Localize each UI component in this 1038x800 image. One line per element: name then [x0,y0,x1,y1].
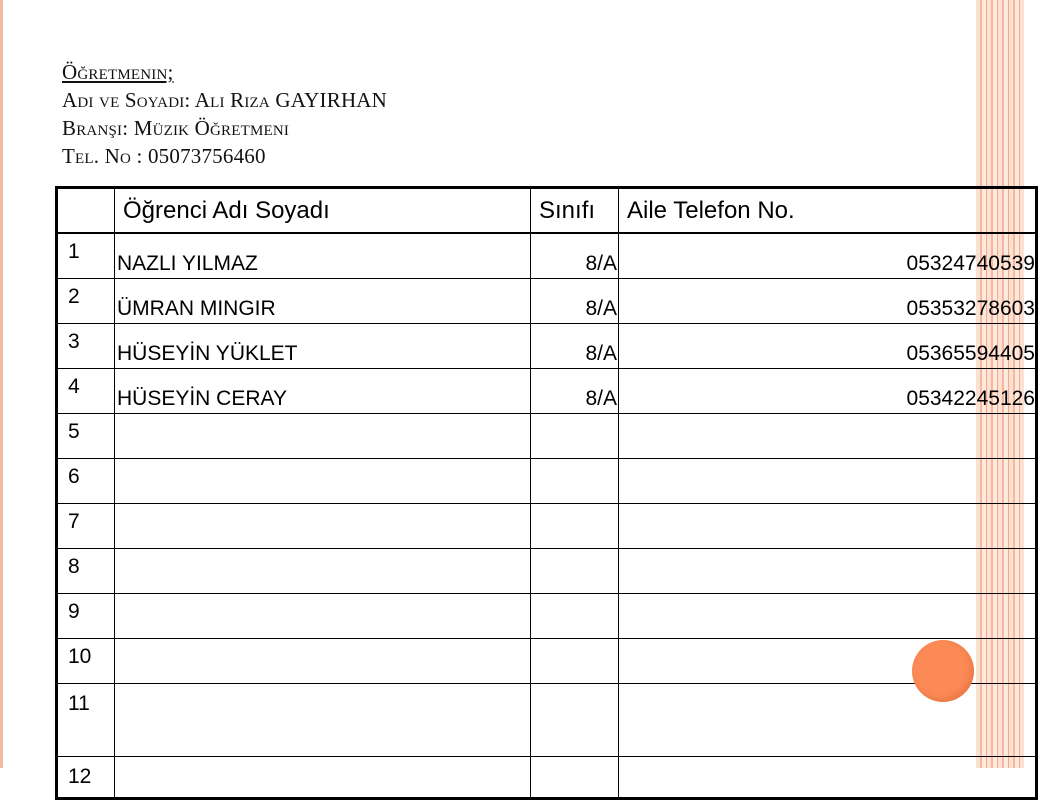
student-class: 8/A [531,369,619,414]
row-number: 9 [57,594,115,639]
table-row [57,233,1037,279]
table-row [57,549,1037,594]
header-class: Sınıfı [531,188,619,234]
teacher-phone: Tel. No : 05073756460 [62,144,266,168]
table-row [57,414,1037,459]
student-table [55,186,1038,800]
family-phone [619,414,1037,459]
teacher-branch: Branşı: Müzik Öğretmeni [62,116,290,140]
row-number: 5 [57,414,115,459]
row-number: 1 [57,233,115,279]
left-border-decoration [0,0,3,768]
student-class [531,684,619,757]
student-name: HÜSEYİN CERAY [115,369,531,414]
family-phone [619,504,1037,549]
student-name [115,757,531,799]
row-number: 4 [57,369,115,414]
student-class [531,504,619,549]
row-number: 10 [57,639,115,684]
header-number [57,188,115,234]
family-phone: 05324740539 [619,233,1037,279]
table-row [57,369,1037,414]
table-row [57,684,1037,757]
teacher-info [62,58,662,170]
table-row [57,324,1037,369]
family-phone [619,459,1037,504]
family-phone [619,549,1037,594]
family-phone: 05365594405 [619,324,1037,369]
family-phone [619,639,1037,684]
family-phone [619,757,1037,799]
student-class: 8/A [531,233,619,279]
student-class [531,639,619,684]
student-class [531,549,619,594]
student-name [115,639,531,684]
teacher-name: Adı ve Soyadı: Alı Rıza GAYIRHAN [62,88,388,112]
student-name: ÜMRAN MINGIR [115,279,531,324]
row-number: 12 [57,757,115,799]
family-phone [619,594,1037,639]
row-number: 7 [57,504,115,549]
student-class [531,757,619,799]
student-name [115,504,531,549]
student-name [115,594,531,639]
table-row [57,757,1037,799]
table-row [57,594,1037,639]
teacher-heading: Öğretmenin; [62,60,174,84]
family-phone: 05342245126 [619,369,1037,414]
family-phone [619,684,1037,757]
student-name: NAZLI YILMAZ [115,233,531,279]
student-table-container [55,186,1035,788]
student-class [531,459,619,504]
table-row [57,459,1037,504]
student-class [531,594,619,639]
header-student-name: Öğrenci Adı Soyadı [115,188,531,234]
student-name [115,549,531,594]
row-number: 3 [57,324,115,369]
row-number: 11 [57,684,115,757]
student-name: HÜSEYİN YÜKLET [115,324,531,369]
table-header-row [57,188,1037,234]
student-class: 8/A [531,324,619,369]
student-name [115,459,531,504]
table-row [57,639,1037,684]
student-class [531,414,619,459]
table-row [57,279,1037,324]
row-number: 8 [57,549,115,594]
student-name [115,414,531,459]
student-class: 8/A [531,279,619,324]
student-name [115,684,531,757]
header-family-phone: Aile Telefon No. [619,188,1037,234]
table-row [57,504,1037,549]
family-phone: 05353278603 [619,279,1037,324]
orange-circle-decoration [912,640,974,702]
row-number: 6 [57,459,115,504]
row-number: 2 [57,279,115,324]
